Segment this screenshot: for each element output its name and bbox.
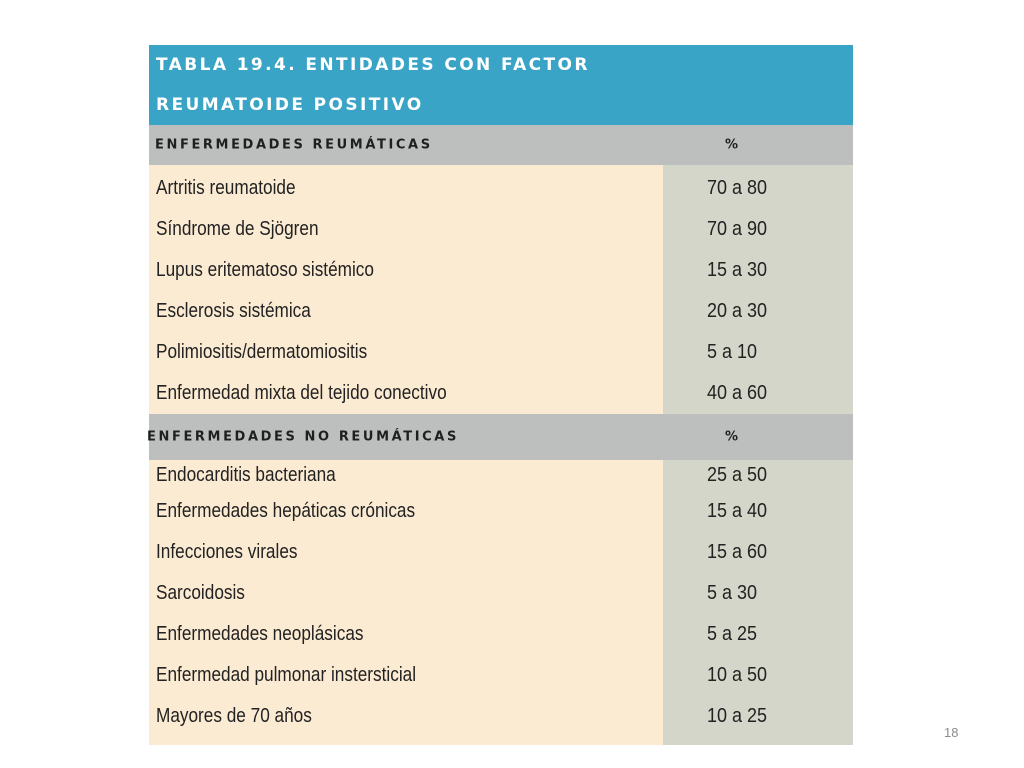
table-title-line-1: TABLA 19.4. ENTIDADES CON FACTOR xyxy=(156,55,590,75)
non-rheumatic-rows xyxy=(149,460,853,734)
percent-value: 70 a 80 xyxy=(707,177,768,199)
table-row xyxy=(149,206,853,247)
percent-value: 15 a 40 xyxy=(707,500,768,522)
percent-value: 10 a 25 xyxy=(707,705,768,727)
percent-column-header: % xyxy=(725,137,739,153)
rheumatoid-factor-table xyxy=(149,45,853,745)
disease-name: Infecciones virales xyxy=(156,541,298,563)
table-row xyxy=(149,652,853,693)
percent-value: 20 a 30 xyxy=(707,300,768,322)
disease-name: Enfermedades neoplásicas xyxy=(156,623,364,645)
table-row xyxy=(149,693,853,734)
percent-value: 5 a 30 xyxy=(707,582,758,604)
percent-value: 15 a 30 xyxy=(707,259,768,281)
percent-value: 70 a 90 xyxy=(707,218,768,240)
percent-value: 40 a 60 xyxy=(707,382,768,404)
rheumatic-rows xyxy=(149,165,853,411)
disease-name: Endocarditis bacteriana xyxy=(156,464,336,486)
disease-name: Lupus eritematoso sistémico xyxy=(156,259,374,281)
table-title-line-2: REUMATOIDE POSITIVO xyxy=(156,95,424,115)
disease-name: Enfermedades hepáticas crónicas xyxy=(156,500,416,522)
table-row xyxy=(149,460,853,488)
disease-name: Polimiositis/dermatomiositis xyxy=(156,341,368,363)
table-row xyxy=(149,329,853,370)
disease-name: Síndrome de Sjögren xyxy=(156,218,319,240)
disease-name: Artritis reumatoide xyxy=(156,177,296,199)
percent-value: 5 a 10 xyxy=(707,341,758,363)
disease-name: Sarcoidosis xyxy=(156,582,245,604)
slide-number: 18 xyxy=(944,725,959,740)
table-row xyxy=(149,488,853,529)
table-row xyxy=(149,370,853,411)
percent-value: 15 a 60 xyxy=(707,541,768,563)
table-row xyxy=(149,529,853,570)
section-header-label: ENFERMEDADES NO REUMÁTICAS xyxy=(147,429,459,445)
table-row xyxy=(149,165,853,206)
disease-name: Enfermedad pulmonar instersticial xyxy=(156,664,417,686)
percent-column-header: % xyxy=(725,429,739,445)
percent-value: 10 a 50 xyxy=(707,664,768,686)
disease-name: Esclerosis sistémica xyxy=(156,300,311,322)
table-row xyxy=(149,247,853,288)
table-row xyxy=(149,570,853,611)
table-row xyxy=(149,288,853,329)
table-title-band xyxy=(149,45,853,125)
section-header-non-rheumatic xyxy=(149,414,853,460)
section-header-label: ENFERMEDADES REUMÁTICAS xyxy=(155,137,433,153)
table-row xyxy=(149,611,853,652)
section-header-rheumatic xyxy=(149,125,853,165)
percent-value: 25 a 50 xyxy=(707,464,768,486)
disease-name: Enfermedad mixta del tejido conectivo xyxy=(156,382,447,404)
disease-name: Mayores de 70 años xyxy=(156,705,312,727)
percent-value: 5 a 25 xyxy=(707,623,758,645)
